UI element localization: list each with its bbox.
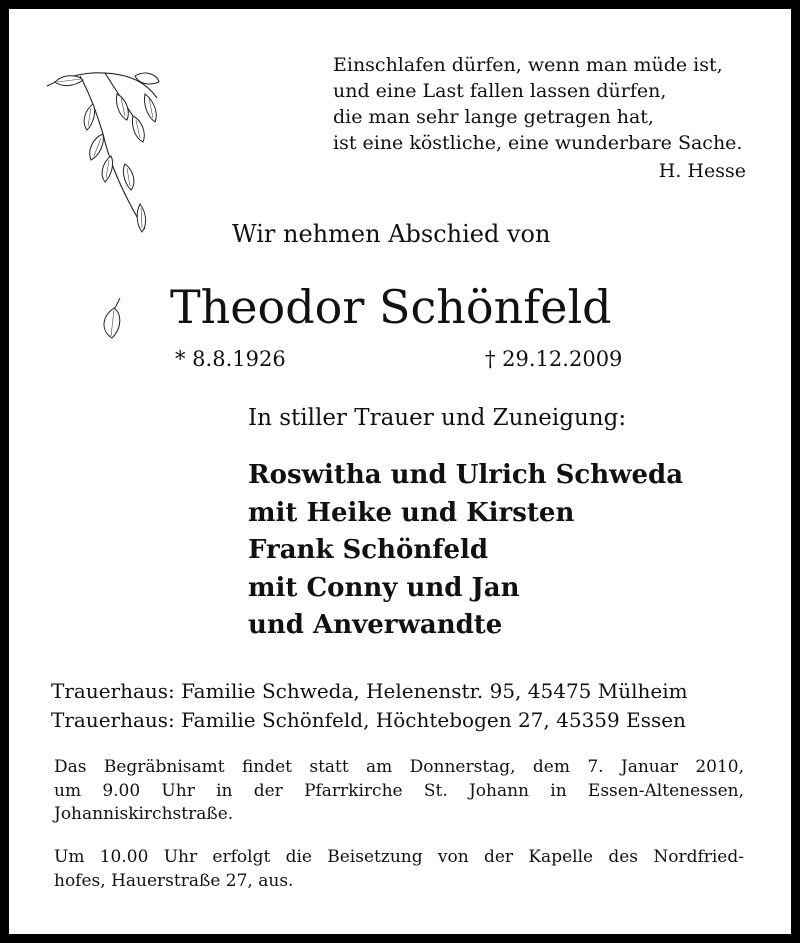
notice-line: Das Begräbnisamt findet statt am Donnerstag, dem 7. Januar 2010, — [54, 757, 744, 777]
family-member: und Anverwandte — [248, 610, 503, 640]
family-list — [248, 457, 683, 645]
family-member: mit Heike und Kirsten — [248, 497, 575, 528]
deceased-name: Theodor Schönfeld — [170, 280, 612, 334]
notice-line: Um 10.00 Uhr erfolgt die Beisetzung von der Kapelle des Nordfried- — [54, 847, 744, 867]
notice-line: Johanniskirchstraße. — [54, 804, 234, 824]
quote-line: die man sehr lange getragen hat, — [333, 106, 654, 128]
notice-line: hofes, Hauerstraße 27, aus. — [54, 870, 294, 891]
quote-author: H. Hesse — [658, 160, 746, 182]
family-member: Frank Schönfeld — [248, 535, 489, 565]
funeral-notice — [54, 756, 744, 827]
intro-text: Wir nehmen Abschied von — [232, 220, 551, 248]
quote-block — [333, 52, 742, 156]
birch-branch-illustration — [45, 64, 175, 244]
mourning-house: Trauerhaus: Familie Schweda, Helenenstr. 95, 45475 Mülheim — [51, 679, 688, 703]
birth-date: * 8.8.1926 — [175, 347, 286, 371]
mourning-line: In stiller Trauer und Zuneigung: — [248, 405, 627, 431]
quote-line: Einschlafen dürfen, wenn man müde ist, — [333, 54, 723, 76]
quote-line: ist eine köstliche, eine wunderbare Sache. — [333, 132, 743, 154]
quote-line: und eine Last fallen lassen dürfen, — [333, 80, 667, 102]
mourning-houses — [51, 677, 688, 735]
family-member: Roswitha und Ulrich Schweda — [248, 460, 684, 490]
mourning-house: Trauerhaus: Familie Schönfeld, Höchtebogen 27, 45359 Essen — [51, 708, 686, 732]
notice-line: um 9.00 Uhr in der Pfarrkirche St. Johann in Essen-Altenessen, — [54, 780, 744, 801]
burial-notice — [54, 846, 744, 893]
single-leaf-illustration — [96, 296, 126, 344]
family-member: mit Conny und Jan — [248, 572, 520, 603]
death-date: † 29.12.2009 — [485, 347, 623, 371]
